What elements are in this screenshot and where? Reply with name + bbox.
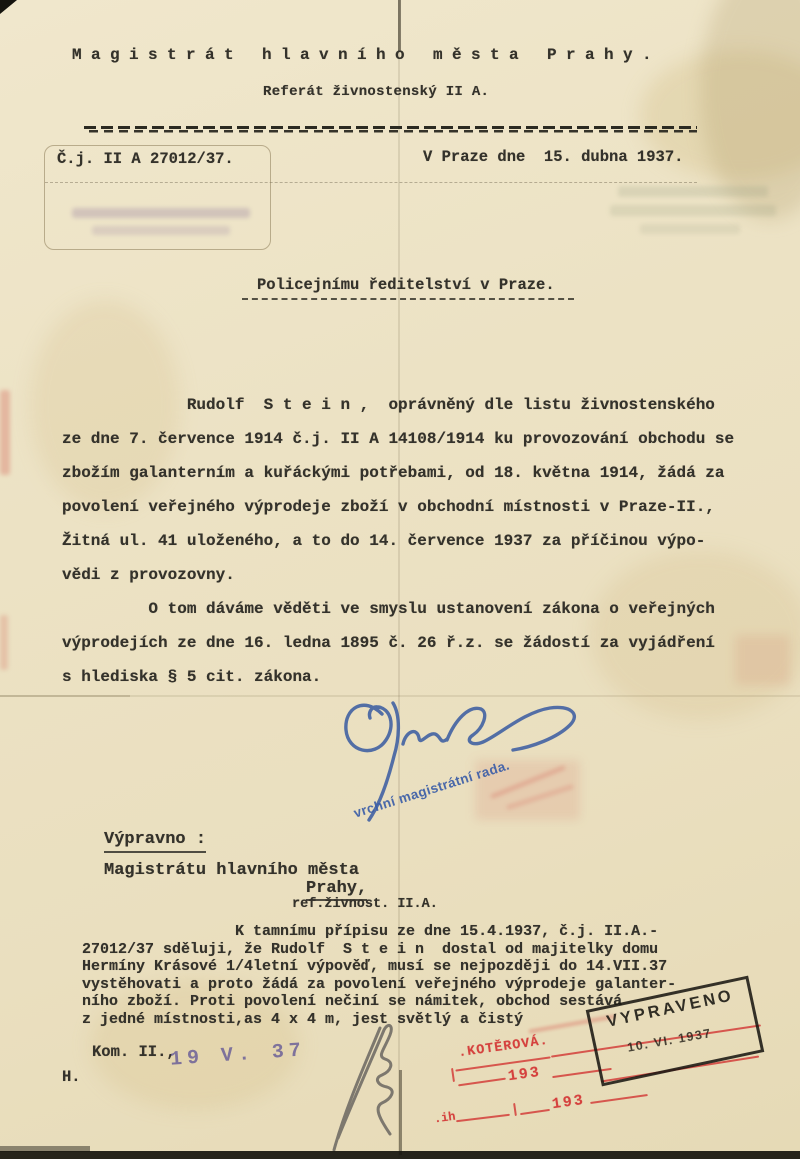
vypraveno-stamp-title: VYPRAVENO	[605, 986, 736, 1031]
ghost-ink-transfer	[640, 224, 740, 234]
commission-note: Kom. II.,	[92, 1043, 176, 1061]
red-edge-smudge	[0, 615, 8, 670]
dispatch-recipient-line2: Prahy,	[306, 879, 367, 901]
official-title-stamp: vrchní magistrátní rada.	[351, 757, 512, 821]
addressee-underline	[242, 298, 574, 300]
vertical-fold-top	[398, 0, 401, 52]
red-stamp-line	[590, 1094, 648, 1104]
scan-corner-artifact	[0, 0, 17, 14]
red-year-stamp-b: 193	[550, 1091, 587, 1114]
ghost-ink-transfer	[610, 205, 776, 216]
clerk-initial: H.	[62, 1068, 81, 1086]
body-line: K tamnímu přípisu ze dne 15.4.1937, č.j. II.A.-	[82, 923, 659, 940]
body-line: vystěhovati a proto žádá za povolení veřejného výprodeje galanter-	[82, 975, 677, 993]
body-line: zbožím galanterním a kuřáckými potřebami, od 18. května 1914, žádá za	[62, 464, 725, 482]
body-line: výprodejích ze dne 16. ledna 1895 č. 26 ř.z. se žádostí za vyjádření	[62, 634, 715, 652]
red-stamp-line	[458, 1078, 506, 1087]
body-line: O tom dáváme věděti ve smyslu ustanovení zákona o veřejných	[62, 600, 715, 618]
vypraveno-stamp-date: 10. VI. 1937	[626, 1026, 713, 1055]
place-and-date: V Praze dne 15. dubna 1937.	[423, 148, 684, 166]
reference-number: Č.j. II A 27012/37.	[57, 150, 234, 168]
body-paragraph-1	[62, 388, 762, 694]
addressee-line: Policejnímu ředitelství v Praze.	[257, 276, 555, 294]
purple-date-stamp: 19 V. 37	[169, 1039, 307, 1072]
body-line: Hermíny Krásové 1/4letní výpověď, musí se nejpozději do 14.VII.37	[82, 958, 668, 976]
body-line: povolení veřejného výprodeje zboží v obchodní místnosti v Praze-II.,	[62, 498, 715, 516]
scan-edge-shadow	[0, 1146, 90, 1152]
typed-dashed-rule	[84, 126, 697, 133]
red-edge-smudge	[0, 390, 10, 475]
red-year-stamp-a: 193	[506, 1063, 543, 1086]
red-stamp-tick	[451, 1068, 455, 1082]
red-stamp-tick	[513, 1103, 517, 1116]
dispatch-recipient-line3: ref.živnost. II.A.	[292, 897, 438, 912]
pencil-mark	[326, 1020, 410, 1158]
red-prefix-mark: .ih	[433, 1109, 457, 1127]
letterhead-department: Referát živnostenský II A.	[263, 84, 490, 100]
body-line: ze dne 7. července 1914 č.j. II A 14108/1914 ku provozování obchodu se	[62, 430, 735, 448]
red-stamp-line	[520, 1109, 550, 1115]
horizontal-fold-left	[0, 695, 130, 697]
body-line: Žitná ul. 41 uloženého, a to do 14. července 1937 za příčinou výpo-	[62, 532, 706, 550]
body-line: Rudolf S t e i n , oprávněný dle listu živnostenského	[62, 396, 715, 414]
body-line: s hlediska § 5 cit. zákona.	[62, 668, 322, 686]
red-name-stamp: .KOTĚROVÁ.	[457, 1033, 550, 1062]
ghost-ink-transfer	[618, 186, 768, 197]
letterhead-organization: Magistrát hlavního města Prahy.	[72, 46, 662, 64]
body-line: z jedné místnosti,as 4 x 4 m, jest světlý a čistý	[82, 1010, 524, 1028]
body-line: 27012/37 sděluji, že Rudolf S t e i n dostal od majitelky domu	[82, 940, 659, 958]
red-stamp-line	[456, 1114, 510, 1123]
body-line: vědi z provozovny.	[62, 566, 235, 584]
dispatch-label: Výpravno :	[104, 830, 206, 853]
body-line: ního zboží. Proti povolení nečiní se námitek, obchod sestává	[82, 993, 623, 1011]
dispatch-recipient-line1: Magistrátu hlavního města	[104, 861, 360, 880]
scan-edge-bar	[0, 1151, 800, 1159]
